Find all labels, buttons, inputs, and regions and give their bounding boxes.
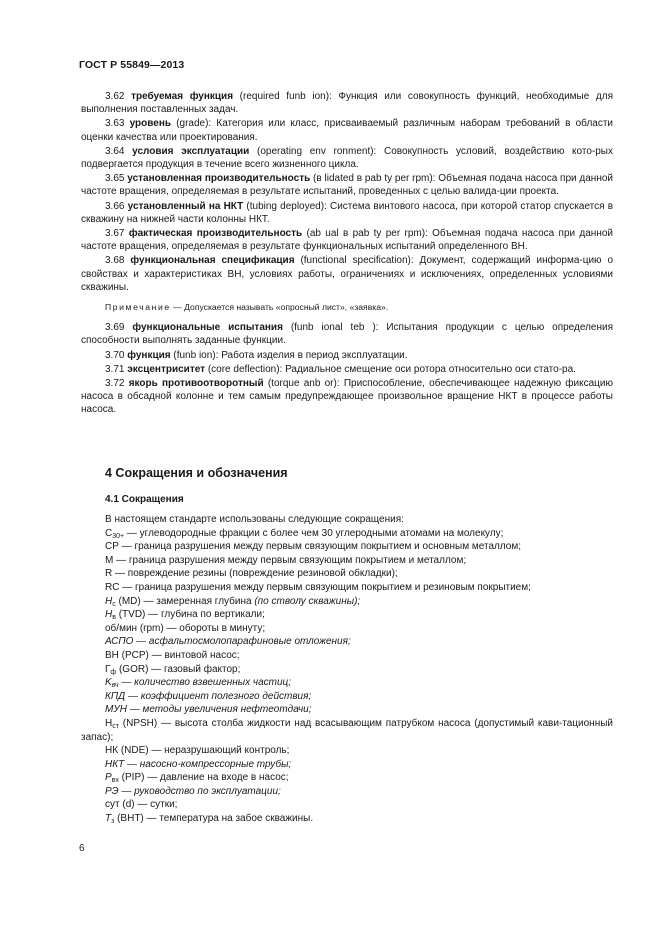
list-item: $T_з$ (BHT) — температура на забое скважины.: [105, 813, 314, 826]
term-3-68: 3.68 функциональная спецификация (functional specification): Документ, содержащий информа-цию о свойствах и характеристиках ВН, условиях работы, ограничениях и исключениях, определенных условиями скважины.: [81, 255, 614, 293]
list-item: $С_{30+}$ — углеводородные фракции с более чем 30 углеродными атомами на молекулу;: [105, 527, 504, 540]
term-3-66: 3.66 установленный на НКТ (tubing deployed): Система винтового насоса, при которой статор спускается в скважину на нижней части колонны НКТ.: [81, 200, 614, 225]
list-item: R — повреждение резины (повреждение резиновой обкладки);: [105, 568, 398, 580]
definitions-block: [81, 90, 613, 418]
term-3-70: 3.70 функция (funb ion): Работа изделия в период эксплуатации.: [105, 349, 408, 361]
subsection-title: 4.1 Сокращения: [105, 494, 184, 505]
page-number: 6: [79, 843, 85, 854]
list-item: сут (d) — сутки;: [105, 799, 178, 811]
term-3-63: 3.63 уровень (grade): Категория или класс, присваиваемый различным наборам требований в области оценки качества или проектирования.: [81, 118, 614, 143]
list-item: М — граница разрушения между первым связующим покрытием и металлом;: [105, 554, 467, 566]
list-item: ВН (PCP) — винтовой насос;: [105, 649, 240, 661]
list-item: $P_{вх}$ (PIP) — давление на входе в насос;: [105, 772, 289, 785]
list-item: $H_в$ (TVD) — глубина по вертикали;: [105, 609, 265, 622]
list-item: НКТ — насосно-компрессорные трубы;: [105, 758, 292, 770]
list-item: $Н_{ст}$ (NPSH) — высота столба жидкости над всасывающим патрубком насоса (допустимый кави-тационный запас);: [81, 717, 613, 743]
list-item: СР — граница разрушения между первым связующим покрытием и основным металлом;: [105, 541, 521, 553]
list-item: МУН — методы увеличения нефтеотдачи;: [105, 704, 312, 716]
note: Примечание — Допускается называть «опросный лист», «заявка».: [105, 302, 389, 313]
term-3-69: 3.69 функциональные испытания (funb ional teb ): Испытания продукции с целью определения способности выполнять заданные функции.: [81, 322, 613, 347]
list-item: РЭ — руководство по эксплуатации;: [105, 785, 281, 797]
term-3-71: 3.71 эксцентриситет (core deflection): Радиальное смещение оси ротора относительно оси стато-ра.: [105, 363, 576, 375]
list-item: $H_с$ (MD) — замеренная глубина (по стволу скважины);: [105, 595, 361, 608]
term-3-72: 3.72 якорь противоотворотный (torque anb or): Приспособление, обеспечивающее надежную фиксацию насоса в обсадной колонне и тем самым предупреждающее произвольное вращение НКТ в процессе работы насоса.: [81, 378, 613, 416]
list-item: КПД — коэффициент полезного действия;: [105, 690, 312, 702]
standard-header: ГОСТ Р 55849—2013: [79, 59, 185, 71]
list-item: НК (NDE) — неразрушающий контроль;: [105, 745, 290, 757]
term-3-64: 3.64 условия эксплуатации (operating env ronment): Совокупность условий, воздействию кото-рых подвергается продукция в течение всего жизненного цикла.: [81, 145, 613, 171]
list-item: В настоящем стандарте использованы следующие сокращения:: [105, 514, 404, 525]
term-3-65: 3.65 установленная производительность (в lidated в pab ty per rpm): Объемная подача насоса при данной частоте вращения, определяемая в результате испытаний, проведенных с целью валида-ции проекта.: [81, 173, 613, 198]
list-item: АСПО — асфальтосмолопарафиновые отложения;: [105, 636, 351, 648]
list-item: $K_{вч}$ — количество взвешенных частиц;: [105, 677, 292, 690]
abbreviations-list: [81, 513, 613, 826]
term-3-62: 3.62 требуемая функция (required funb ion): Функция или совокупность функций, необходимые для выполнения поставленных задач.: [81, 91, 613, 116]
list-item: $Г_ф$ (GOR) — газовый фактор;: [105, 663, 241, 676]
section-title: 4 Сокращения и обозначения: [105, 466, 288, 480]
term-3-67: 3.67 фактическая производительность (ab ual в pab ty per rpm): Объемная подача насоса при данной частоте вращения, определяемая в результате функциональных испытаний определенного ВН.: [81, 228, 614, 253]
list-item: RC — граница разрушения между первым связующим покрытием и резиновым покрытием;: [105, 581, 531, 593]
list-item: об/мин (rpm) — обороты в минуту;: [105, 622, 266, 634]
